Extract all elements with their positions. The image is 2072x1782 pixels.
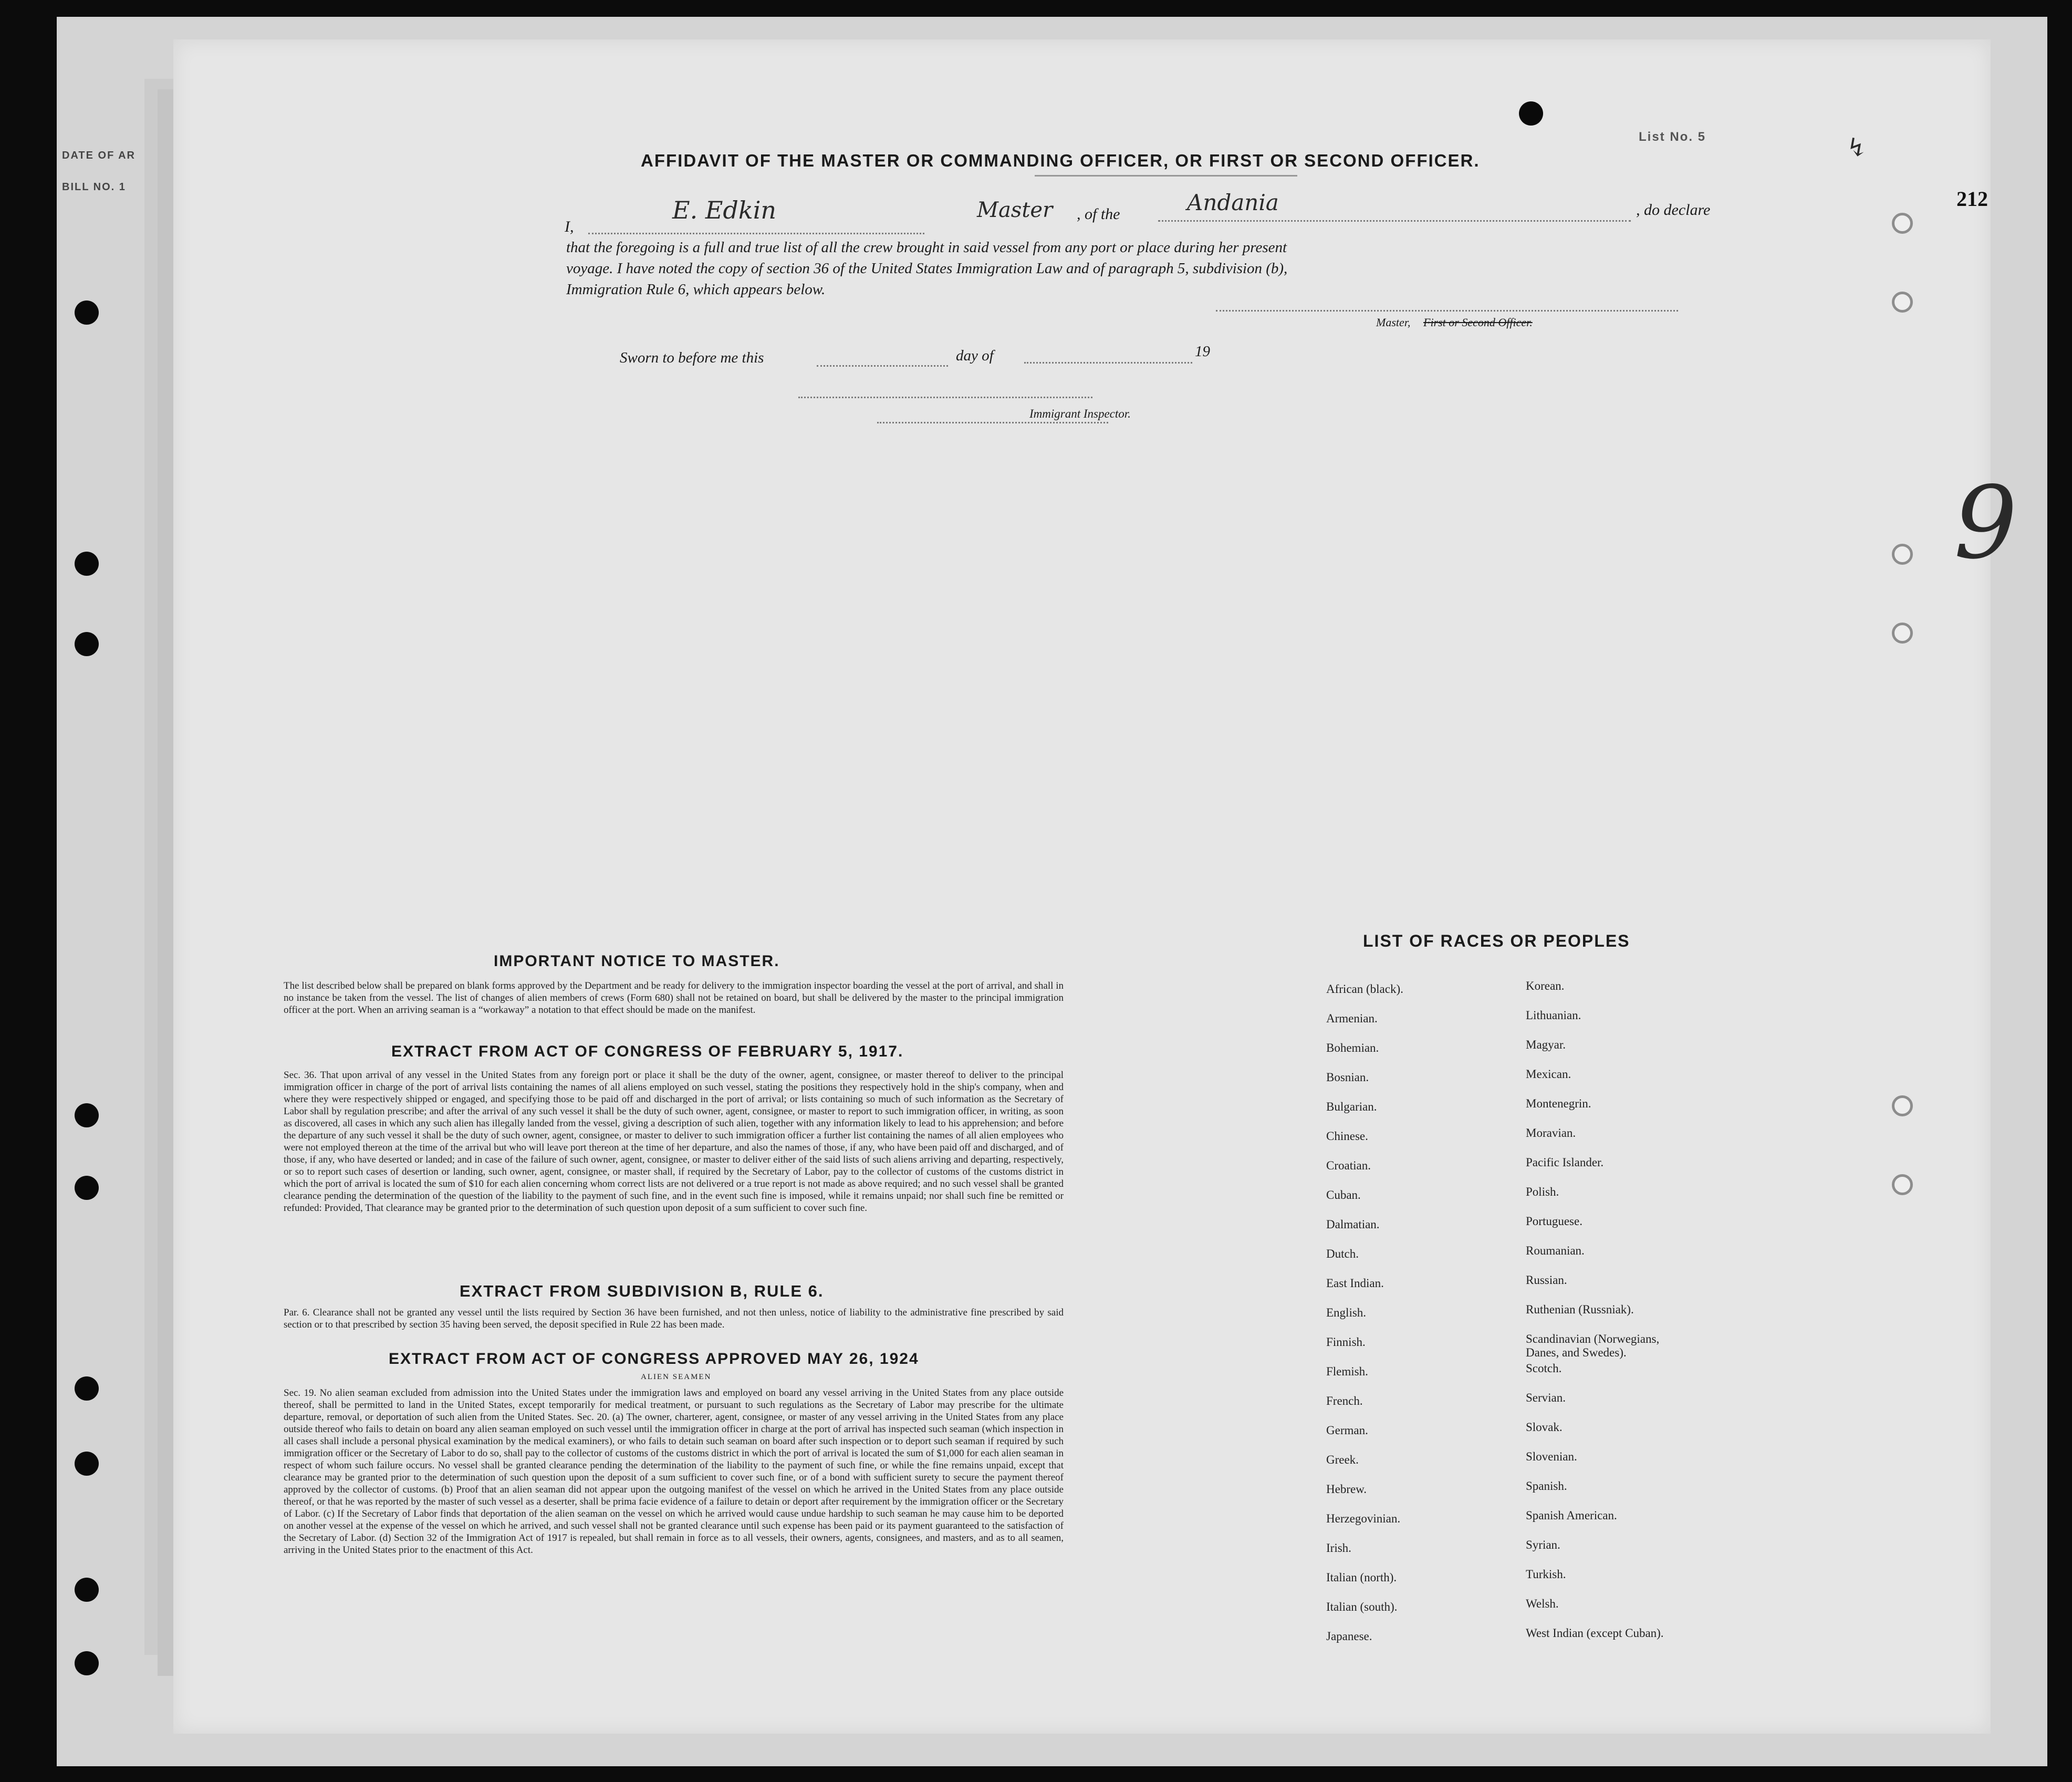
race-item: Russian.: [1526, 1273, 1567, 1287]
vessel-line: [1158, 220, 1631, 222]
races-column-1: [1326, 982, 1526, 1659]
race-item: African (black).: [1326, 982, 1403, 996]
races-column-2: [1526, 979, 1799, 1656]
extract2-title: EXTRACT FROM SUBDIVISION B, RULE 6.: [460, 1282, 824, 1300]
binder-hole: [1892, 544, 1913, 565]
do-declare-label: , do declare: [1636, 201, 1711, 219]
inspector-line-2: [877, 422, 1108, 423]
declaration-line2: that the foregoing is a full and true list of all the crew brought in said vessel from any port or place during her present: [566, 239, 1287, 256]
race-item: Servian.: [1526, 1391, 1566, 1404]
binder-hole: [1892, 213, 1913, 234]
handwritten-check-mark: ↯: [1846, 133, 1868, 162]
race-item: German.: [1326, 1424, 1368, 1437]
race-item: Scotch.: [1526, 1362, 1562, 1375]
race-item: Pacific Islander.: [1526, 1156, 1604, 1169]
race-item: Slovenian.: [1526, 1450, 1577, 1463]
race-item: Armenian.: [1326, 1012, 1378, 1025]
sworn-prefix: Sworn to before me this: [620, 349, 764, 366]
race-item: Bulgarian.: [1326, 1100, 1377, 1113]
of-the-label: , of the: [1077, 205, 1120, 223]
extract3-text: Sec. 19. No alien seaman excluded from admission into the United States under the immigration laws and employed on board any vessel arriving in the United States from any place outside thereof, shall be permitted to land in the United States, except temporarily for medical treatment, or pursuant to such regulations as the Secretary of Labor may prescribe for the ultimate departure, removal, or deportation of such alien from the United States. Sec. 20. (a) The owner, charterer, agent, consignee, or master of any vessel arriving in the United States from any place outside thereof who fails to detain on board any alien seaman employed on such vessel until the immigration officer in charge at the port of arrival has inspected such seaman (which inspection in all cases shall include a personal physical examination by the medical examiners), or who fails to detain such seaman on board after such inspection or to deport such seaman if required by such immigration officer or the Secretary of Labor to do so, shall pay to the collector of customs of the customs district in which the port of arrival is located the sum of $1,000 for each alien seaman in respect of whom such failure occurs. No vessel shall be granted clearance pending the determination of the liability to the payment of such fine, or while the fine remains unpaid, except that clearance may be granted prior to the determination of such question upon the deposit of a sum sufficient to cover such fine, or of a bond with sufficient surety to secure the payment thereof approved by the collector of customs. (b) Proof that an alien seaman did not appear upon the outgoing manifest of the vessel on which he arrived in the United States from any place outside thereof, or that he was reported by the master of such vessel as a deserter, shall be prima facie evidence of a failure to detain or deport after requirement by the immigration officer or the Secretary of Labor. (c) If the Secretary of Labor finds that deportation of the alien seaman on the vessel on which he arrived would cause undue hardship to such seaman he may cause him to be deported on another vessel at the expense of the vessel on which he arrived, and such vessel shall not be granted clearance until such expense has been paid or its payment guaranteed to the satisfaction of the Secretary of Labor. (d) Section 32 of the Immigration Act of 1917 is repealed, but shall remain in force as to all vessels, their owners, agents, consignees, and masters, and as to all seamen, arriving in the United States prior to the enactment of this Act.: [284, 1387, 1064, 1556]
race-item: Moravian.: [1526, 1126, 1576, 1139]
race-item: Croatian.: [1326, 1159, 1371, 1172]
race-item: Roumanian.: [1526, 1244, 1585, 1257]
race-item: Syrian.: [1526, 1538, 1560, 1551]
punch-hole: [1519, 101, 1543, 126]
binder-hole: [1892, 292, 1913, 313]
binder-hole: [75, 1578, 99, 1602]
affidavit-title: AFFIDAVIT OF THE MASTER OR COMMANDING OFFICER, OR FIRST OR SECOND OFFICER.: [641, 151, 1480, 170]
race-item: Flemish.: [1326, 1365, 1368, 1378]
inspector-caption: Immigrant Inspector.: [1029, 407, 1131, 420]
master-name: E. Edkin: [672, 196, 777, 224]
extract1-text: Sec. 36. That upon arrival of any vessel in the United States from any foreign port or place it shall be the duty of the owner, agent, consignee, or master thereof to deliver to the principal immigration officer in charge of the port of arrival lists containing the names of all aliens employed on such vessel, stating the positions they respectively hold in the ship's company, when and where they were respectively shipped or engaged, and specifying those to be paid off and discharged in the port of arrival; or lists containing so much of such information as the Secretary of Labor shall by regulation prescribe; and after the arrival of any such vessel it shall be the duty of such owner, agent, consignee, or master to report to such immigration officer, in writing, as soon as discovered, all cases in which any such alien has illegally landed from the vessel, giving a description of such alien, together with any information likely to lead to his apprehension; and before the departure of any such vessel it shall be the duty of such owner, agent, consignee, or master to deliver to such immigration officer a further list containing the names of all alien employees who were not employed thereon at the time of the arrival but who will leave port thereon at the time of her departure, and also the names of those, if any, who have been paid off and discharged, and of those, if any, who have deserted or landed; and in case of the failure of such owner, agent, consignee, or master to deliver either of the said lists of such aliens arriving and departing, respectively, or so to report such cases of desertion or landing, such owner, agent, consignee, or master shall, if required by the Secretary of Labor, pay to the collector of customs of the customs district in which the port of arrival is located the sum of $10 for each alien concerning whom correct lists are not delivered or a true report is not made as above required; and no such vessel shall be granted clearance pending the determination of the question of the liability to the payment of such fine, and in the event such fine is imposed, while it remains unpaid; nor shall such fine be remitted or refunded: Provided, That clearance may be granted prior to the determination of such question upon deposit of a sum sufficient to cover such fine.: [284, 1070, 1064, 1214]
race-item: Greek.: [1326, 1453, 1359, 1466]
notice-text: The list described below shall be prepared on blank forms approved by the Department and be ready for delivery to the immigration inspector boarding the vessel at the port of arrival, and shall in no instance be taken from the vessel. The list of changes of alien members of crews (Form 680) shall not be retained on board, but shall be delivered by the master to the principal immigration officer at the port. When an arriving seaman is a “workaway” a notation to that effect should be made on the manifest.: [284, 980, 1064, 1016]
race-item: Lithuanian.: [1526, 1009, 1581, 1022]
sworn-day-line: [817, 365, 948, 367]
race-item: Korean.: [1526, 979, 1565, 992]
race-item: Ruthenian (Russniak).: [1526, 1303, 1634, 1316]
race-item: Spanish American.: [1526, 1509, 1617, 1522]
handwritten-number: 9: [1954, 465, 2017, 581]
race-item: Montenegrin.: [1526, 1097, 1591, 1110]
binder-hole: [75, 1376, 99, 1401]
race-item: English.: [1326, 1306, 1367, 1319]
race-item: Japanese.: [1326, 1630, 1372, 1643]
signature-caption-struck: First or Second Officer.: [1423, 316, 1533, 329]
race-item: Bohemian.: [1326, 1041, 1379, 1054]
list-number: List No. 5: [1639, 130, 1706, 144]
title-underline: [1035, 175, 1297, 177]
race-item: Magyar.: [1526, 1038, 1566, 1051]
declaration-line4: Immigration Rule 6, which appears below.: [566, 281, 826, 298]
binder-hole: [75, 301, 99, 325]
inspector-line: [798, 397, 1092, 398]
binder-hole: [75, 632, 99, 656]
race-item: Spanish.: [1526, 1479, 1567, 1493]
race-item: Welsh.: [1526, 1597, 1559, 1610]
race-item: Portuguese.: [1526, 1215, 1582, 1228]
binder-hole: [75, 552, 99, 576]
vessel-name: Andania: [1187, 190, 1279, 215]
margin-text-date: DATE OF AR: [62, 150, 136, 161]
binder-hole: [75, 1651, 99, 1675]
affidavit-page: [173, 39, 2017, 1734]
race-item: Cuban.: [1326, 1188, 1361, 1201]
race-item: Chinese.: [1326, 1130, 1368, 1143]
extract3-title: EXTRACT FROM ACT OF CONGRESS APPROVED MAY 26, 1924: [389, 1350, 919, 1367]
race-item: Italian (north).: [1326, 1571, 1397, 1584]
extract1-title: EXTRACT FROM ACT OF CONGRESS OF FEBRUARY 5, 1917.: [391, 1043, 904, 1060]
race-item: Scandinavian (Norwegians, Danes, and Swedes).: [1526, 1332, 1660, 1359]
race-item: Turkish.: [1526, 1568, 1566, 1581]
sworn-year-label: 19: [1195, 343, 1210, 360]
extract2-text: Par. 6. Clearance shall not be granted any vessel until the lists required by Section 36 have been furnished, and not then unless, notice of liability to the administrative fine prescribed by said section or to that prescribed by section 35 having been served, the deposit specified in Rule 22 has been made.: [284, 1307, 1064, 1330]
race-item: Bosnian.: [1326, 1071, 1369, 1084]
race-item: Herzegovinian.: [1326, 1512, 1401, 1525]
signature-line: [1216, 310, 1678, 312]
master-rank: Master: [977, 198, 1053, 222]
extract3-subtitle: ALIEN SEAMEN: [641, 1373, 712, 1381]
race-item: East Indian.: [1326, 1277, 1384, 1290]
name-line: [588, 233, 924, 234]
sworn-month-line: [1024, 362, 1192, 364]
race-item: Italian (south).: [1326, 1600, 1398, 1613]
race-item: French.: [1326, 1394, 1363, 1407]
binder-hole: [1892, 623, 1913, 644]
race-item: Mexican.: [1526, 1068, 1571, 1081]
notice-title: IMPORTANT NOTICE TO MASTER.: [494, 952, 780, 970]
declaration-line3: voyage. I have noted the copy of section 36 of the United States Immigration Law and of paragraph 5, subdivision (b),: [566, 260, 1288, 277]
binder-hole: [75, 1176, 99, 1200]
margin-text-bill: BILL NO. 1: [62, 181, 126, 193]
race-item: Finnish.: [1326, 1335, 1366, 1349]
page-number: 212: [1956, 187, 1988, 211]
signature-caption-master: Master,: [1376, 316, 1411, 329]
binder-hole: [75, 1452, 99, 1476]
declaration-prefix: I,: [565, 218, 574, 235]
binder-hole: [1892, 1174, 1913, 1195]
race-item: West Indian (except Cuban).: [1526, 1626, 1664, 1640]
race-item: Dalmatian.: [1326, 1218, 1380, 1231]
binder-hole: [75, 1103, 99, 1127]
races-title: LIST OF RACES OR PEOPLES: [1363, 931, 1630, 950]
sworn-day-label: day of: [956, 347, 994, 364]
race-item: Irish.: [1326, 1541, 1351, 1555]
race-item: Polish.: [1526, 1185, 1559, 1198]
race-item: Hebrew.: [1326, 1483, 1367, 1496]
race-item: Dutch.: [1326, 1247, 1359, 1260]
race-item: Slovak.: [1526, 1421, 1563, 1434]
binder-hole: [1892, 1095, 1913, 1116]
